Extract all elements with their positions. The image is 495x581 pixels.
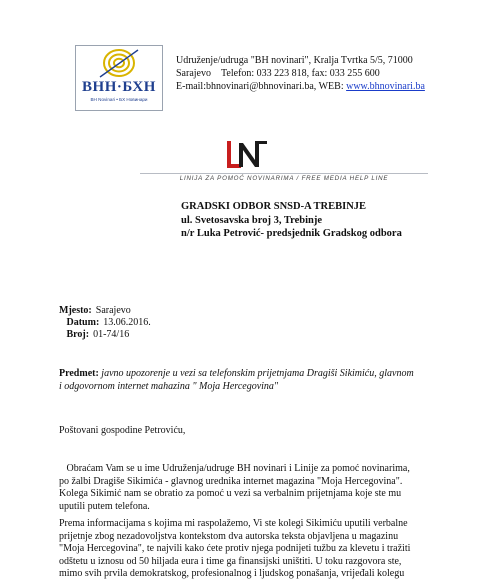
- salutation: Poštovani gospodine Petroviću,: [59, 425, 186, 436]
- help-line-caption: LINIJA ZA POMOĆ NOVINARIMA / FREE MEDIA HELP LINE: [179, 175, 389, 182]
- organization-contact-info: [176, 54, 476, 93]
- paragraph-line: po žalbi Dragiše Sikimića - glavnog urednika internet magazina "Moja Hercegovina".: [59, 475, 403, 487]
- paragraph-line: Kolega Sikimić nam se obratio za pomoć u vezi sa verbalnim prijetnjama koje ste mu: [59, 488, 402, 499]
- subject-text-line1: javno upozorenje u vezi sa telefonskim prijetnjama Dragiši Sikimiću, glavnom: [98, 368, 414, 379]
- paragraph-line: "Moja Hercegovina", te najvili kako ćete protiv njega podnijeti tužbu za klevetu i tražiti: [59, 543, 411, 554]
- subject-text-line2: i odgovornom internet mahazina " Moja Hercegovina": [59, 380, 279, 392]
- date-value: 13.06.2016.: [103, 317, 151, 328]
- org-city-phone-line: [176, 67, 476, 80]
- paragraph-line: Prema informacijama s kojima mi raspolažemo, Vi ste kolegi Sikimiću uputili verbalne: [59, 518, 408, 529]
- letterhead: [0, 0, 495, 110]
- meta-place: [59, 305, 151, 317]
- logo-subtitle: BH Novinari • БХ Новинари: [90, 97, 148, 102]
- paragraph-line: mimo svih prvila demokratskog, profesionalnog i ljudskog ponašanja, vrijeđali kolegu: [59, 568, 405, 579]
- meta-date: [59, 317, 151, 329]
- paragraph-line: prijetnje zbog nezadovoljstva kontekstom dva autorska teksta objavljena u magazinu: [59, 530, 399, 542]
- paragraph-line: Obraćam Vam se u ime Udruženja/udruge BH novinari i Linije za pomoć novinarima,: [59, 463, 410, 474]
- org-email-web-line: [176, 80, 476, 93]
- org-website-link[interactable]: www.bhnovinari.ba: [346, 81, 425, 92]
- paragraph-line: uputili putem telefona.: [59, 500, 150, 512]
- date-label: Datum:: [66, 317, 100, 328]
- paragraph-1: [59, 463, 447, 513]
- paragraph-2: [59, 518, 447, 581]
- subject-label: Predmet:: [59, 368, 99, 379]
- recipient-block: [181, 200, 402, 241]
- number-label: Broj:: [66, 329, 90, 340]
- recipient-address: ul. Svetosavska broj 3, Trebinje: [181, 214, 322, 226]
- meta-number: [59, 329, 151, 341]
- org-phone: Telefon: 033 223 818, fax: 033 255 600: [221, 68, 380, 79]
- recipient-attention: n/r Luka Petrović- predsjednik Gradskog odbora: [181, 228, 402, 239]
- subject-block: [59, 368, 447, 393]
- divider-line: [140, 173, 428, 174]
- org-city: Sarajevo: [176, 68, 211, 79]
- org-address-line: Udruženje/udruga "BH novinari", Kralja Tvrtka 5/5, 71000: [176, 55, 413, 66]
- recipient-name: GRADSKI ODBOR SNSD-A TREBINJE: [181, 201, 367, 212]
- bh-novinari-logo: [75, 45, 163, 111]
- org-email: E-mail:bhnovinari@bhnovinari.ba, WEB:: [176, 81, 347, 92]
- letter-meta: [59, 305, 151, 341]
- paragraph-line: odštetu u iznosu od 50 hiljada eura i time ga finansijski uništiti. U toku razgovora ste,: [59, 555, 402, 567]
- place-value: Sarajevo: [95, 305, 131, 316]
- line-logo-icon: [225, 140, 271, 170]
- place-label: Mjesto:: [59, 305, 92, 316]
- number-value: 01-74/16: [93, 329, 130, 340]
- logo-name: ВНН·БХН: [82, 79, 156, 95]
